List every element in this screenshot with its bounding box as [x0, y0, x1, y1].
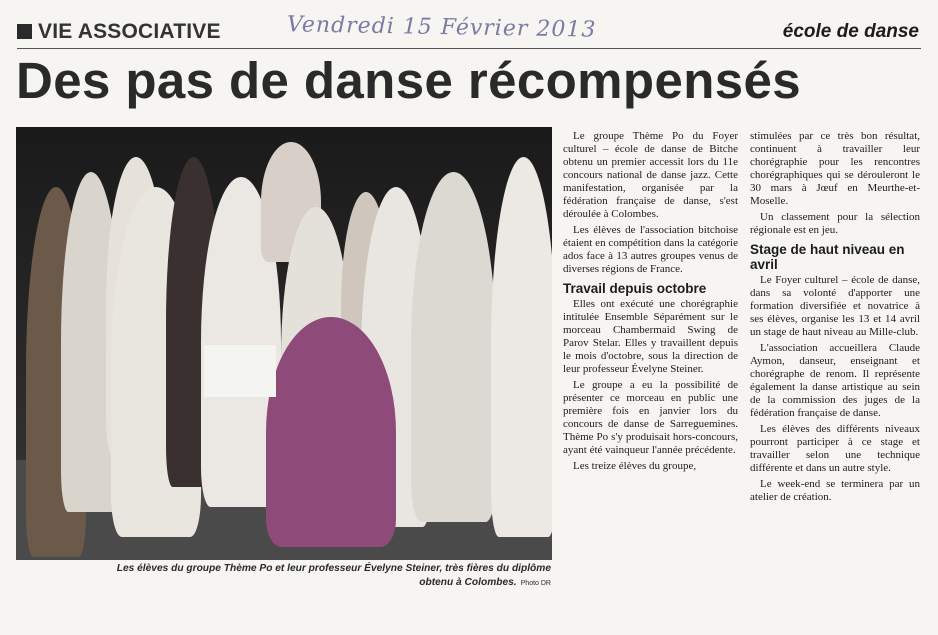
paragraph: L'association accueillera Claude Aymon, danseur, enseignant et chorégraphe de renom. Il représente également la danse artistique au sein de la commission des juges de la fédération française de danse.: [750, 342, 920, 419]
photo-credit: Photo DR: [520, 580, 551, 587]
paragraph: Le groupe Thème Po du Foyer culturel – école de danse de Bitche obtenu un premier accessit lors du 11e concours national de danse jazz. Cette manifestation, organisée par la fédération française de danse, s'est déroulée à Colombes.: [563, 130, 738, 220]
handwritten-date: Vendredi 15 Février 2013: [286, 12, 597, 43]
paragraph: Le Foyer culturel – école de danse, dans sa volonté d'apporter une formation diversifiée et novatrice à ses élèves, organise les 13 et 14 avril un stage de haut niveau au Mille-club.: [750, 274, 920, 338]
dancer-figure: [411, 172, 496, 522]
header-rule: [17, 48, 921, 49]
section-header: [17, 12, 921, 50]
paragraph: stimulées par ce très bon résultat, continuent à travailler leur chorégraphie pour les rencontres chorégraphiques qui se dérouleront le 30 mars à Jœuf en Meurthe-et-Moselle.: [750, 130, 920, 207]
dancer-figure: [266, 317, 396, 547]
dancer-figure: [491, 157, 552, 537]
paragraph: Le groupe a eu la possibilité de présenter ce morceau en public une première fois en janvier lors du concours de danse de Sarreguemines. Thème Po s'y produisait hors-concours, ayant été vainqueur l'année précédente.: [563, 379, 738, 456]
paragraph: Les élèves de l'association bitchoise étaient en compétition dans la catégorie ados face à 13 autres groupes venus de diverses régions de France.: [563, 224, 738, 275]
caption-text: Les élèves du groupe Thème Po et leur professeur Évelyne Steiner, très fières du diplôme obtenu à Colombes.: [116, 563, 551, 588]
diploma: [204, 345, 276, 397]
rubric-label: école de danse: [782, 21, 919, 42]
article-column-2: [750, 130, 920, 507]
paragraph: Un classement pour la sélection régionale est en jeu.: [750, 211, 920, 236]
photo-caption: [115, 562, 551, 591]
paragraph: Le week-end se terminera par un atelier de création.: [750, 478, 920, 503]
paragraph: Elles ont exécuté une chorégraphie intitulée Ensemble Séparément sur le morceau Chambermaid Swing de Parov Stelar. Elles y travaillent depuis le mois d'octobre, sous la direction de leur professeur Évelyne Steiner.: [563, 298, 738, 375]
subheading: Stage de haut niveau en avril: [750, 242, 905, 272]
section-label: VIE ASSOCIATIVE: [38, 20, 221, 43]
group-photo: [16, 127, 552, 560]
article-column-1: [563, 130, 738, 476]
subheading: Travail depuis octobre: [563, 281, 707, 296]
paragraph: Les treize élèves du groupe,: [573, 460, 697, 472]
article-title: Des pas de danse récompensés: [16, 52, 802, 109]
section-marker: [17, 24, 32, 39]
paragraph: Les élèves des différents niveaux pourront participer à ce stage et travailler selon une technique différente et dans un autre style.: [750, 423, 920, 474]
